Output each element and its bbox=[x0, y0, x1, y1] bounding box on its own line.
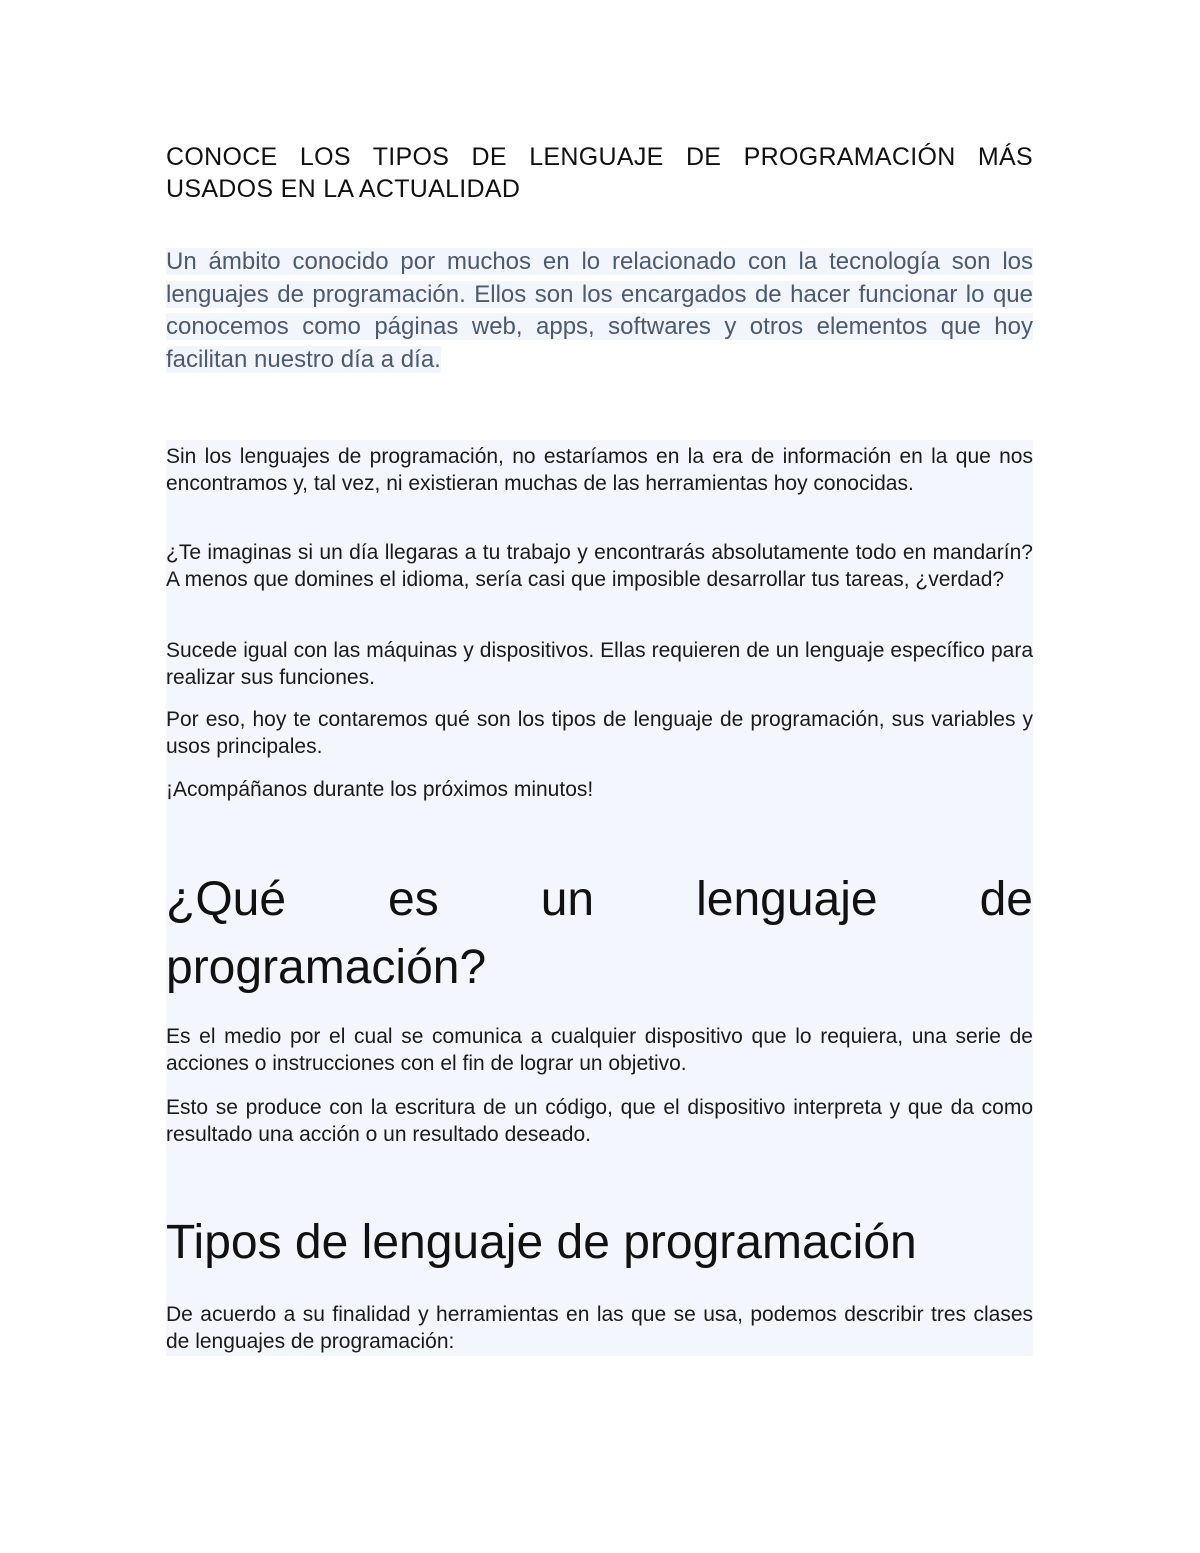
section1-paragraph-1: Es el medio por el cual se comunica a cualquier dispositivo que lo requiera, una serie de acciones o instrucciones con el fin de lograr un objetivo. bbox=[166, 1025, 1033, 1075]
section2-paragraph-1: De acuerdo a su finalidad y herramientas en las que se usa, podemos describir tres clases de lenguajes de programación: bbox=[166, 1303, 1033, 1353]
intro-text: Un ámbito conocido por muchos en lo relacionado con la tecnología son los lenguajes de programación. Ellos son los encargados de hacer funcionar lo que conocemos como páginas web, apps, softwares y otros elementos que hoy facilitan nuestro día a día. bbox=[166, 248, 1033, 373]
paragraph-2: ¿Te imaginas si un día llegaras a tu trabajo y encontrarás absolutamente todo en mandarín? A menos que domines el idioma, sería casi que imposible desarrollar tus tareas, ¿verdad? bbox=[166, 541, 1033, 591]
section-heading-line-2: programación? bbox=[166, 941, 487, 994]
heading-word: lenguaje bbox=[696, 873, 878, 926]
heading-word: ¿Qué bbox=[166, 873, 287, 926]
heading-word: es bbox=[388, 873, 439, 926]
section1-paragraph-2: Esto se produce con la escritura de un código, que el dispositivo interpreta y que da como resultado una acción o un resultado deseado. bbox=[166, 1096, 1033, 1146]
heading-word: de bbox=[979, 873, 1033, 926]
section-heading-what-is bbox=[166, 866, 1033, 1002]
intro-paragraph bbox=[166, 246, 1033, 376]
section-heading-types: Tipos de lenguaje de programación bbox=[166, 1216, 917, 1269]
heading-word: un bbox=[540, 873, 595, 926]
paragraph-4: Por eso, hoy te contaremos qué son los tipos de lenguaje de programación, sus variables y usos principales. bbox=[166, 708, 1033, 758]
section-heading-line-1 bbox=[166, 866, 1033, 934]
paragraph-3: Sucede igual con las máquinas y dispositivos. Ellas requieren de un lenguaje específico para realizar sus funciones. bbox=[166, 639, 1033, 689]
document-title: CONOCE LOS TIPOS DE LENGUAJE DE PROGRAMACIÓN MÁS USADOS EN LA ACTUALIDAD bbox=[166, 143, 1033, 203]
paragraph-5: ¡Acompáñanos durante los próximos minutos! bbox=[166, 778, 594, 801]
paragraph-1: Sin los lenguajes de programación, no estaríamos en la era de información en la que nos encontramos y, tal vez, ni existieran muchas de las herramientas hoy conocidas. bbox=[166, 445, 1033, 495]
